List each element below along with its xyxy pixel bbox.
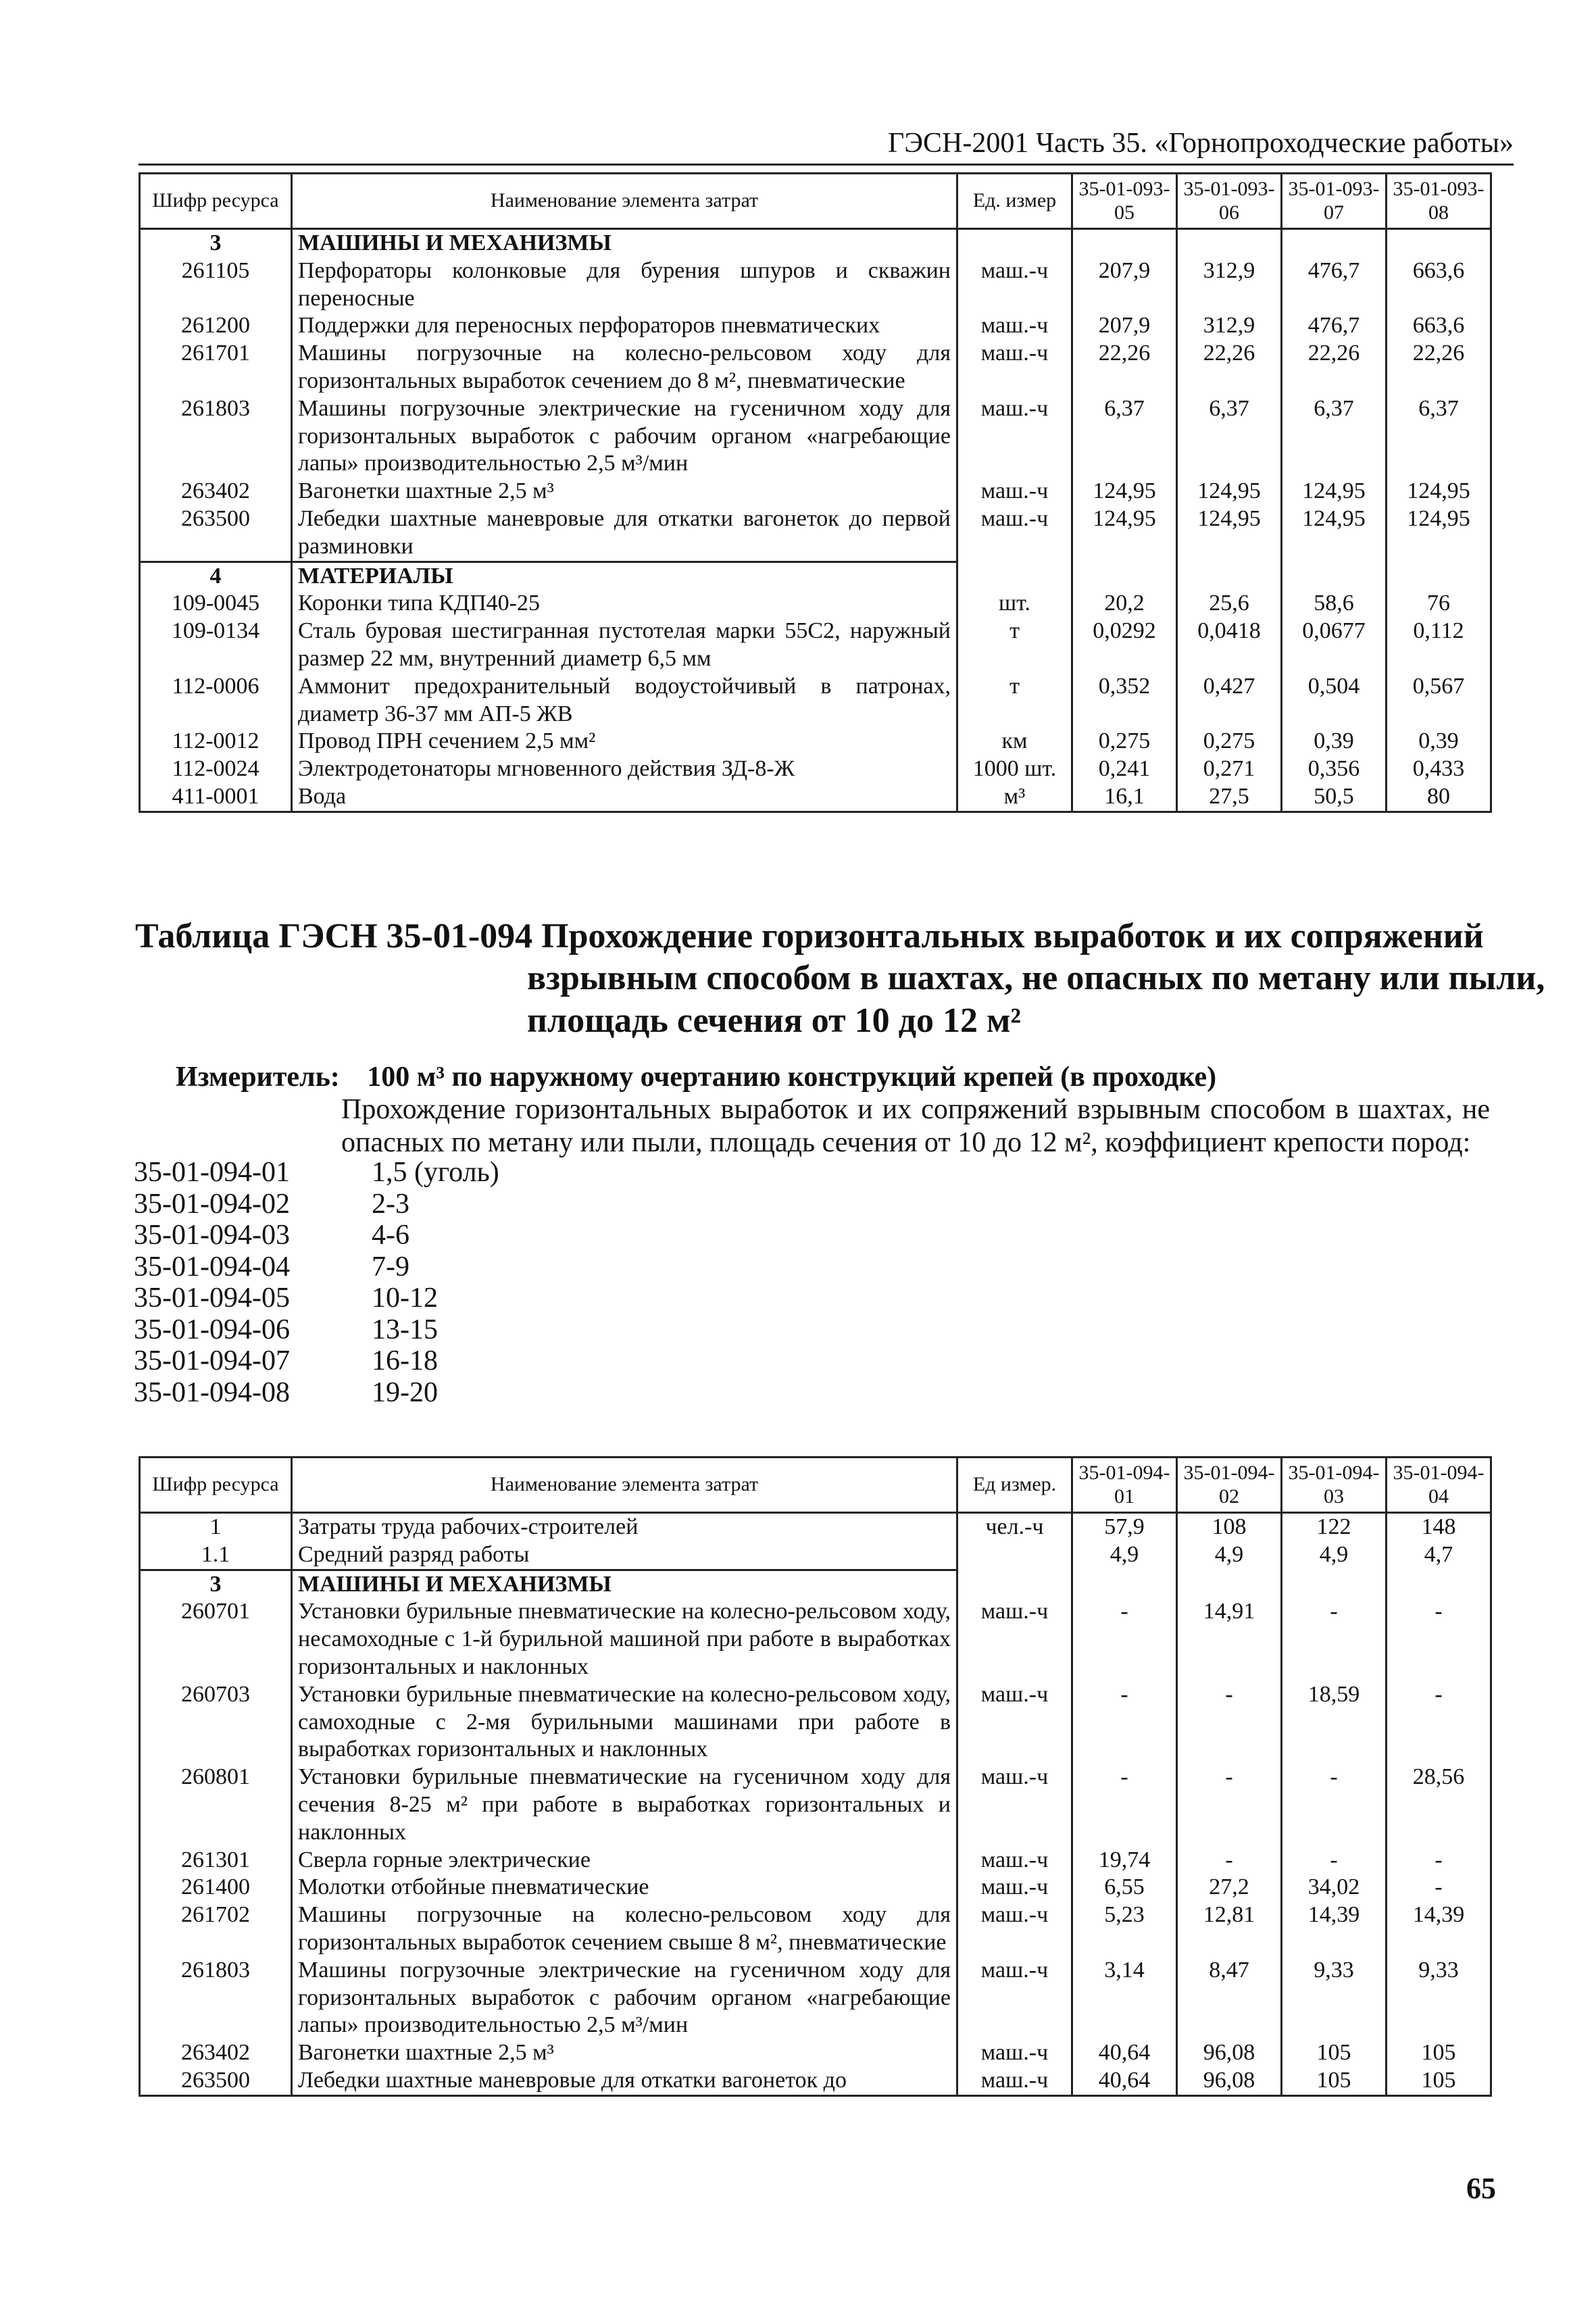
row-value-4: - xyxy=(1387,1681,1491,1764)
row-value-2: 312,9 xyxy=(1177,257,1282,313)
row-code: 109-0134 xyxy=(140,618,292,673)
row-value-3: - xyxy=(1282,1764,1387,1846)
variant-item xyxy=(134,1345,499,1377)
row-value-4: 28,56 xyxy=(1387,1764,1491,1846)
row-value-3: 9,33 xyxy=(1282,1957,1387,2039)
header-name: Наименование элемента затрат xyxy=(292,1458,957,1513)
row-unit xyxy=(957,562,1072,590)
row-value-1: 4,9 xyxy=(1072,1541,1177,1570)
row-code: 261400 xyxy=(140,1874,292,1901)
table-row xyxy=(140,395,1491,478)
table-row xyxy=(140,1957,1491,2039)
row-code: 261702 xyxy=(140,1901,292,1957)
row-unit xyxy=(957,1570,1072,1598)
row-unit: маш.-ч xyxy=(957,395,1072,478)
row-value-4: 663,6 xyxy=(1387,312,1491,340)
row-code: 261200 xyxy=(140,312,292,340)
row-code: 4 xyxy=(140,562,292,590)
resource-table-093 xyxy=(139,172,1492,813)
row-code: 1 xyxy=(140,1513,292,1541)
table-row xyxy=(140,1901,1491,1957)
row-value-2: 27,2 xyxy=(1177,1874,1282,1901)
row-value-3: 122 xyxy=(1282,1513,1387,1541)
row-unit: маш.-ч xyxy=(957,1901,1072,1957)
row-value-3: 4,9 xyxy=(1282,1541,1387,1570)
row-code: 261803 xyxy=(140,395,292,478)
table-row xyxy=(140,2039,1491,2067)
table-header-row xyxy=(140,1458,1491,1513)
table-row xyxy=(140,1570,1491,1598)
row-unit: маш.-ч xyxy=(957,1681,1072,1764)
table-body xyxy=(140,229,1491,812)
row-value-2: 8,47 xyxy=(1177,1957,1282,2039)
row-unit: 1000 шт. xyxy=(957,755,1072,783)
row-value-1: 5,23 xyxy=(1072,1901,1177,1957)
row-value-1: - xyxy=(1072,1681,1177,1764)
row-unit: т xyxy=(957,673,1072,728)
row-code: 112-0024 xyxy=(140,755,292,783)
variant-value: 16-18 xyxy=(372,1345,438,1376)
row-value-1 xyxy=(1072,229,1177,257)
row-name: Сверла горные электрические xyxy=(292,1847,957,1874)
table-row xyxy=(140,618,1491,673)
row-value-1: 6,55 xyxy=(1072,1874,1177,1901)
variant-item xyxy=(134,1189,499,1220)
row-value-4 xyxy=(1387,229,1491,257)
row-value-4: - xyxy=(1387,1874,1491,1901)
table-row xyxy=(140,312,1491,340)
row-value-1: 3,14 xyxy=(1072,1957,1177,2039)
row-unit: маш.-ч xyxy=(957,1764,1072,1846)
variant-value: 10-12 xyxy=(372,1283,438,1314)
row-code: 261301 xyxy=(140,1847,292,1874)
row-value-3: 105 xyxy=(1282,2039,1387,2067)
table-row xyxy=(140,673,1491,728)
row-unit: маш.-ч xyxy=(957,1847,1072,1874)
measure-line xyxy=(176,1061,1216,1093)
header-col-4: 35-01-093-08 xyxy=(1387,174,1491,229)
row-value-1 xyxy=(1072,562,1177,590)
row-value-4: 105 xyxy=(1387,2039,1491,2067)
table-row xyxy=(140,1513,1491,1541)
row-unit: м³ xyxy=(957,783,1072,812)
measure-label: Измеритель: xyxy=(176,1062,340,1093)
row-value-2: 0,427 xyxy=(1177,673,1282,728)
row-value-2: 6,37 xyxy=(1177,395,1282,478)
row-value-3: 34,02 xyxy=(1282,1874,1387,1901)
row-code: 260703 xyxy=(140,1681,292,1764)
heading-line-1: Таблица ГЭСН 35-01-094 Прохождение горизонтальных выработок и их сопряжений xyxy=(135,917,1484,955)
row-unit: маш.-ч xyxy=(957,1598,1072,1681)
row-unit: маш.-ч xyxy=(957,312,1072,340)
row-value-4: 124,95 xyxy=(1387,478,1491,505)
row-name: Вагонетки шахтные 2,5 м³ xyxy=(292,478,957,505)
row-unit: маш.-ч xyxy=(957,1957,1072,2039)
row-value-4: 76 xyxy=(1387,590,1491,618)
variant-code: 35-01-094-06 xyxy=(134,1314,290,1345)
row-value-4: 80 xyxy=(1387,783,1491,812)
row-value-1: - xyxy=(1072,1764,1177,1846)
row-value-1: 124,95 xyxy=(1072,505,1177,562)
row-code: 109-0045 xyxy=(140,590,292,618)
row-value-2 xyxy=(1177,229,1282,257)
variant-value: 1,5 (уголь) xyxy=(372,1157,499,1188)
row-value-2: 108 xyxy=(1177,1513,1282,1541)
row-code: 261701 xyxy=(140,340,292,395)
row-value-4: 663,6 xyxy=(1387,257,1491,313)
variant-code: 35-01-094-01 xyxy=(134,1157,290,1188)
variant-item xyxy=(134,1157,499,1189)
row-value-3: 0,0677 xyxy=(1282,618,1387,673)
table-row xyxy=(140,1598,1491,1681)
row-value-4: - xyxy=(1387,1847,1491,1874)
row-value-1: 0,275 xyxy=(1072,728,1177,755)
row-value-4: 6,37 xyxy=(1387,395,1491,478)
row-name: Вода xyxy=(292,783,957,812)
row-value-3: 6,37 xyxy=(1282,395,1387,478)
row-unit: шт. xyxy=(957,590,1072,618)
header-code: Шифр ресурса xyxy=(140,1458,292,1513)
row-name: Установки бурильные пневматические на колесно-рельсовом ходу, несамоходные с 1-й бурильной машиной при работе в выработках горизонтальных и наклонных xyxy=(292,1598,957,1681)
row-value-1: 40,64 xyxy=(1072,2039,1177,2067)
row-value-1: 6,37 xyxy=(1072,395,1177,478)
row-value-4 xyxy=(1387,1570,1491,1598)
table-row xyxy=(140,1847,1491,1874)
table-row xyxy=(140,2067,1491,2095)
row-code: 3 xyxy=(140,1570,292,1598)
table-row xyxy=(140,728,1491,755)
row-value-4: 9,33 xyxy=(1387,1957,1491,2039)
row-value-3 xyxy=(1282,562,1387,590)
row-value-3: 58,6 xyxy=(1282,590,1387,618)
row-value-3: 22,26 xyxy=(1282,340,1387,395)
row-name: Лебедки шахтные маневровые для откатки вагонеток до первой разминовки xyxy=(292,505,957,562)
row-value-3: - xyxy=(1282,1598,1387,1681)
row-value-1: 0,352 xyxy=(1072,673,1177,728)
row-code: 260701 xyxy=(140,1598,292,1681)
row-value-2: 27,5 xyxy=(1177,783,1282,812)
table-row xyxy=(140,1681,1491,1764)
row-value-1: 20,2 xyxy=(1072,590,1177,618)
row-value-1: 16,1 xyxy=(1072,783,1177,812)
row-value-2: 124,95 xyxy=(1177,478,1282,505)
page-number: 65 xyxy=(1466,2172,1496,2205)
variant-item xyxy=(134,1283,499,1314)
row-unit: маш.-ч xyxy=(957,1874,1072,1901)
row-value-4: 0,433 xyxy=(1387,755,1491,783)
row-unit xyxy=(957,229,1072,257)
row-name: Машины погрузочные электрические на гусеничном ходу для горизонтальных выработок с рабочим органом «нагребающие лапы» производительностью 2,5 м³/мин xyxy=(292,395,957,478)
description-text: Прохождение горизонтальных выработок и их сопряжений взрывным способом в шахтах, не опасных по метану или пыли, площадь сечения от 10 до 12 м², коэффициент крепости пород: xyxy=(341,1094,1490,1158)
heading-line-3: площадь сечения от 10 до 12 м² xyxy=(527,1001,1021,1040)
row-value-1: 207,9 xyxy=(1072,312,1177,340)
row-value-3: 105 xyxy=(1282,2067,1387,2095)
header-col-2: 35-01-094-02 xyxy=(1177,1458,1282,1513)
row-value-2: 0,275 xyxy=(1177,728,1282,755)
row-code: 260801 xyxy=(140,1764,292,1846)
variant-value: 19-20 xyxy=(372,1376,438,1408)
row-value-1: 0,241 xyxy=(1072,755,1177,783)
table-row xyxy=(140,755,1491,783)
table-heading xyxy=(135,916,1545,1042)
table-row xyxy=(140,478,1491,505)
variant-code: 35-01-094-03 xyxy=(134,1220,290,1251)
table-header-row xyxy=(140,174,1491,229)
row-name: МАШИНЫ И МЕХАНИЗМЫ xyxy=(292,1570,957,1598)
row-code: 1.1 xyxy=(140,1541,292,1570)
row-value-3: 476,7 xyxy=(1282,257,1387,313)
header-col-2: 35-01-093-06 xyxy=(1177,174,1282,229)
row-name: Установки бурильные пневматические на гусеничном ходу для сечения 8-25 м² при работе в выработках горизонтальных и наклонных xyxy=(292,1764,957,1846)
row-code: 261803 xyxy=(140,1957,292,2039)
row-code: 263500 xyxy=(140,505,292,562)
row-value-2: 0,0418 xyxy=(1177,618,1282,673)
table-row xyxy=(140,1764,1491,1846)
header-col-3: 35-01-094-03 xyxy=(1282,1458,1387,1513)
header-unit: Ед. измер xyxy=(957,174,1072,229)
variant-code: 35-01-094-04 xyxy=(134,1251,290,1283)
row-value-2 xyxy=(1177,1570,1282,1598)
row-value-3: 18,59 xyxy=(1282,1681,1387,1764)
running-header: ГЭСН-2001 Часть 35. «Горнопроходческие работы» xyxy=(139,127,1514,166)
row-unit: маш.-ч xyxy=(957,340,1072,395)
row-value-2: - xyxy=(1177,1847,1282,1874)
row-value-3: 50,5 xyxy=(1282,783,1387,812)
row-value-4: 22,26 xyxy=(1387,340,1491,395)
header-col-3: 35-01-093-07 xyxy=(1282,174,1387,229)
row-value-3 xyxy=(1282,229,1387,257)
table-row xyxy=(140,229,1491,257)
header-unit: Ед измер. xyxy=(957,1458,1072,1513)
row-value-2: - xyxy=(1177,1764,1282,1846)
row-value-2: 22,26 xyxy=(1177,340,1282,395)
header-col-1: 35-01-094-01 xyxy=(1072,1458,1177,1513)
row-value-1: 22,26 xyxy=(1072,340,1177,395)
table-row xyxy=(140,590,1491,618)
variant-value: 4-6 xyxy=(372,1220,409,1251)
row-value-3: 124,95 xyxy=(1282,478,1387,505)
row-name: Машины погрузочные на колесно-рельсовом ходу для горизонтальных выработок сечением до 8 м², пневматические xyxy=(292,340,957,395)
row-value-3: 0,356 xyxy=(1282,755,1387,783)
row-name: Электродетонаторы мгновенного действия ЗД-8-Ж xyxy=(292,755,957,783)
variant-code: 35-01-094-07 xyxy=(134,1345,290,1376)
variant-value: 13-15 xyxy=(372,1314,438,1345)
row-value-2: 124,95 xyxy=(1177,505,1282,562)
row-value-2: 0,271 xyxy=(1177,755,1282,783)
variant-item xyxy=(134,1220,499,1251)
table-body xyxy=(140,1513,1491,2096)
row-unit: маш.-ч xyxy=(957,257,1072,313)
row-value-4: 148 xyxy=(1387,1513,1491,1541)
row-name: Затраты труда рабочих-строителей xyxy=(292,1513,957,1541)
row-value-1: 19,74 xyxy=(1072,1847,1177,1874)
row-value-1: 40,64 xyxy=(1072,2067,1177,2095)
table-row xyxy=(140,257,1491,313)
row-name: Машины погрузочные электрические на гусеничном ходу для горизонтальных выработок с рабочим органом «нагребающие лапы» производительностью 2,5 м³/мин xyxy=(292,1957,957,2039)
row-name: МАШИНЫ И МЕХАНИЗМЫ xyxy=(292,229,957,257)
measure-value: 100 м³ по наружному очертанию конструкций крепей (в проходке) xyxy=(367,1062,1217,1093)
row-code: 3 xyxy=(140,229,292,257)
variant-value: 7-9 xyxy=(372,1251,409,1283)
row-unit: маш.-ч xyxy=(957,2067,1072,2095)
row-value-3: 124,95 xyxy=(1282,505,1387,562)
row-value-4: 14,39 xyxy=(1387,1901,1491,1957)
row-value-2 xyxy=(1177,562,1282,590)
row-value-3: 0,504 xyxy=(1282,673,1387,728)
variant-list xyxy=(134,1157,499,1408)
row-value-4: 4,7 xyxy=(1387,1541,1491,1570)
row-value-1: 124,95 xyxy=(1072,478,1177,505)
row-unit xyxy=(957,1541,1072,1570)
row-value-4: 0,112 xyxy=(1387,618,1491,673)
row-value-3: 0,39 xyxy=(1282,728,1387,755)
row-name: Провод ПРН сечением 2,5 мм² xyxy=(292,728,957,755)
row-name: Вагонетки шахтные 2,5 м³ xyxy=(292,2039,957,2067)
variant-item xyxy=(134,1314,499,1346)
table-row xyxy=(140,1541,1491,1570)
variant-code: 35-01-094-05 xyxy=(134,1283,290,1314)
row-unit: т xyxy=(957,618,1072,673)
row-value-2: 12,81 xyxy=(1177,1901,1282,1957)
row-name: Поддержки для переносных перфораторов пневматических xyxy=(292,312,957,340)
heading-line-2: взрывным способом в шахтах, не опасных по метану или пыли, xyxy=(527,959,1545,998)
row-value-2: 96,08 xyxy=(1177,2067,1282,2095)
row-value-4: 124,95 xyxy=(1387,505,1491,562)
row-value-2: 14,91 xyxy=(1177,1598,1282,1681)
row-unit: маш.-ч xyxy=(957,2039,1072,2067)
row-value-1: 57,9 xyxy=(1072,1513,1177,1541)
row-code: 261105 xyxy=(140,257,292,313)
variant-code: 35-01-094-02 xyxy=(134,1188,290,1220)
row-name: Лебедки шахтные маневровые для откатки вагонеток до xyxy=(292,2067,957,2095)
row-code: 411-0001 xyxy=(140,783,292,812)
row-name: Коронки типа КДП40-25 xyxy=(292,590,957,618)
row-value-3: 476,7 xyxy=(1282,312,1387,340)
row-value-1: 207,9 xyxy=(1072,257,1177,313)
row-value-3 xyxy=(1282,1570,1387,1598)
row-value-4: - xyxy=(1387,1598,1491,1681)
row-value-3: 14,39 xyxy=(1282,1901,1387,1957)
row-name: Сталь буровая шестигранная пустотелая марки 55С2, наружный размер 22 мм, внутренний диаметр 6,5 мм xyxy=(292,618,957,673)
row-value-1 xyxy=(1072,1570,1177,1598)
row-code: 263402 xyxy=(140,2039,292,2067)
variant-item xyxy=(134,1251,499,1283)
row-value-2: 96,08 xyxy=(1177,2039,1282,2067)
table-row xyxy=(140,340,1491,395)
row-code: 263500 xyxy=(140,2067,292,2095)
row-value-2: 312,9 xyxy=(1177,312,1282,340)
row-unit: чел.-ч xyxy=(957,1513,1072,1541)
row-unit: км xyxy=(957,728,1072,755)
row-name: Машины погрузочные на колесно-рельсовом ходу для горизонтальных выработок сечением свыше 8 м², пневматические xyxy=(292,1901,957,1957)
row-value-1: - xyxy=(1072,1598,1177,1681)
row-value-4: 0,567 xyxy=(1387,673,1491,728)
row-value-4: 0,39 xyxy=(1387,728,1491,755)
row-name: МАТЕРИАЛЫ xyxy=(292,562,957,590)
row-name: Средний разряд работы xyxy=(292,1541,957,1570)
variant-value: 2-3 xyxy=(372,1188,409,1220)
variant-code: 35-01-094-08 xyxy=(134,1376,290,1408)
header-code: Шифр ресурса xyxy=(140,174,292,229)
row-value-2: - xyxy=(1177,1681,1282,1764)
table-row xyxy=(140,562,1491,590)
resource-table-094 xyxy=(139,1456,1492,2097)
row-value-1: 0,0292 xyxy=(1072,618,1177,673)
header-col-4: 35-01-094-04 xyxy=(1387,1458,1491,1513)
table-row xyxy=(140,505,1491,562)
row-value-2: 4,9 xyxy=(1177,1541,1282,1570)
table-row xyxy=(140,1874,1491,1901)
row-value-4: 105 xyxy=(1387,2067,1491,2095)
row-code: 112-0006 xyxy=(140,673,292,728)
header-col-1: 35-01-093-05 xyxy=(1072,174,1177,229)
row-name: Молотки отбойные пневматические xyxy=(292,1874,957,1901)
row-value-3: - xyxy=(1282,1847,1387,1874)
row-value-2: 25,6 xyxy=(1177,590,1282,618)
row-unit: маш.-ч xyxy=(957,478,1072,505)
row-value-4 xyxy=(1387,562,1491,590)
row-name: Аммонит предохранительный водоустойчивый в патронах, диаметр 36-37 мм АП-5 ЖВ xyxy=(292,673,957,728)
header-name: Наименование элемента затрат xyxy=(292,174,957,229)
row-name: Перфораторы колонковые для бурения шпуров и скважин переносные xyxy=(292,257,957,313)
row-unit: маш.-ч xyxy=(957,505,1072,562)
table-row xyxy=(140,783,1491,812)
variant-item xyxy=(134,1377,499,1409)
row-name: Установки бурильные пневматические на колесно-рельсовом ходу, самоходные с 2-мя бурильными машинами при работе в выработках горизонтальных и наклонных xyxy=(292,1681,957,1764)
row-code: 112-0012 xyxy=(140,728,292,755)
row-code: 263402 xyxy=(140,478,292,505)
